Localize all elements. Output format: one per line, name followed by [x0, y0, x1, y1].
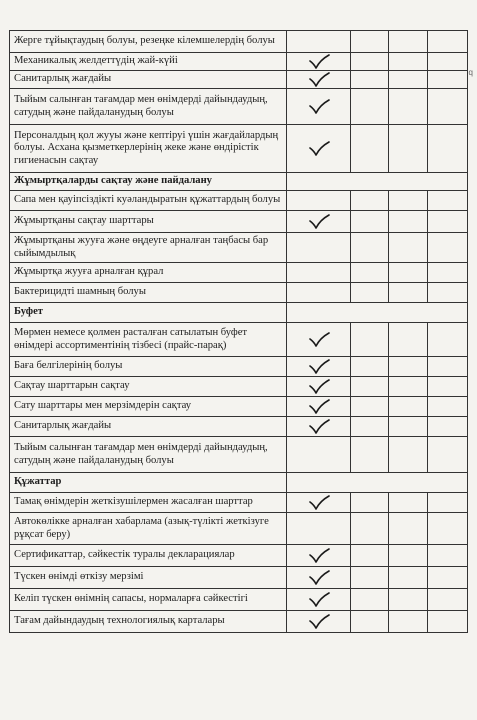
answer-cell: [389, 377, 428, 397]
answer-cell: [389, 611, 428, 633]
answer-cell: [389, 89, 428, 125]
answer-cell: [351, 31, 389, 53]
yes-cell: [287, 417, 351, 437]
yes-cell: [287, 589, 351, 611]
answer-cell: [389, 437, 428, 473]
answer-cell: [389, 493, 428, 513]
answer-cell: [351, 545, 389, 567]
answer-cell: [428, 397, 468, 417]
answer-cell: [351, 71, 389, 89]
checklist-row: [10, 567, 468, 589]
yes-cell: [287, 89, 351, 125]
yes-cell: [287, 233, 351, 263]
checklist-row: [10, 211, 468, 233]
checklist-item-label: Жерге тұйықтаудың болуы, резеңке кілемшелердің болуы: [10, 31, 287, 53]
answer-cell: [351, 417, 389, 437]
answer-cell: [428, 283, 468, 303]
answer-cell: [389, 31, 428, 53]
section-row: [10, 473, 468, 493]
answer-cell: [428, 125, 468, 173]
section-title: Жұмыртқаларды сақтау және пайдалану: [10, 173, 287, 191]
checkmark-icon: [308, 359, 330, 375]
checklist-item-label: Жұмыртқа жууға арналған құрал: [10, 263, 287, 283]
answer-cell: [351, 125, 389, 173]
yes-cell: [287, 31, 351, 53]
checklist-row: [10, 233, 468, 263]
checklist-row: [10, 323, 468, 357]
checkmark-icon: [308, 495, 330, 511]
yes-cell: [287, 377, 351, 397]
yes-cell: [287, 323, 351, 357]
yes-cell: [287, 71, 351, 89]
checklist-row: [10, 263, 468, 283]
answer-cell: [428, 377, 468, 397]
yes-cell: [287, 567, 351, 589]
section-title: Құжаттар: [10, 473, 287, 493]
answer-cell: [351, 589, 389, 611]
answer-cell: [351, 377, 389, 397]
checklist-item-label: Сақтау шарттарын сақтау: [10, 377, 287, 397]
answer-cell: [389, 417, 428, 437]
yes-cell: [287, 611, 351, 633]
answer-cell: [351, 191, 389, 211]
answer-cell: [351, 211, 389, 233]
answer-cell: [351, 323, 389, 357]
section-title: Буфет: [10, 303, 287, 323]
section-blank: [287, 473, 468, 493]
answer-cell: [351, 357, 389, 377]
yes-cell: [287, 283, 351, 303]
answer-cell: [389, 263, 428, 283]
answer-cell: [428, 589, 468, 611]
checklist-item-label: Сертификаттар, сәйкестік туралы декларациялар: [10, 545, 287, 567]
section-row: [10, 303, 468, 323]
checkmark-icon: [308, 614, 330, 630]
answer-cell: [428, 611, 468, 633]
checkmark-icon: [308, 399, 330, 415]
answer-cell: [389, 191, 428, 211]
checkmark-icon: [308, 379, 330, 395]
answer-cell: [428, 437, 468, 473]
answer-cell: [428, 263, 468, 283]
answer-cell: [389, 53, 428, 71]
checklist-row: [10, 283, 468, 303]
checklist-row: [10, 437, 468, 473]
checklist-item-label: Санитарлық жағдайы: [10, 417, 287, 437]
answer-cell: [351, 513, 389, 545]
checklist-row: [10, 53, 468, 71]
yes-cell: [287, 397, 351, 417]
checklist-row: [10, 611, 468, 633]
answer-cell: [428, 323, 468, 357]
checklist-row: [10, 417, 468, 437]
answer-cell: [428, 233, 468, 263]
answer-cell: [389, 71, 428, 89]
checkmark-icon: [308, 419, 330, 435]
answer-cell: [428, 31, 468, 53]
checklist-row: [10, 31, 468, 53]
checkmark-icon: [308, 54, 330, 70]
section-row: [10, 173, 468, 191]
margin-mark: q: [468, 68, 473, 77]
answer-cell: [389, 567, 428, 589]
checklist-row: [10, 191, 468, 211]
answer-cell: [351, 233, 389, 263]
yes-cell: [287, 357, 351, 377]
answer-cell: [351, 611, 389, 633]
checklist-item-label: Тамақ өнімдерін жеткізушілермен жасалған шарттар: [10, 493, 287, 513]
checklist-item-label: Бактерицидті шамның болуы: [10, 283, 287, 303]
checklist-row: [10, 71, 468, 89]
answer-cell: [428, 71, 468, 89]
answer-cell: [428, 53, 468, 71]
answer-cell: [389, 211, 428, 233]
section-blank: [287, 303, 468, 323]
checklist-row: [10, 377, 468, 397]
checkmark-icon: [308, 141, 330, 157]
checklist-item-label: Мөрмен немесе қолмен расталған сатылатын буфет өнімдері ассортиментінің тізбесі (прайс-парақ): [10, 323, 287, 357]
checklist-item-label: Санитарлық жағдайы: [10, 71, 287, 89]
checkmark-icon: [308, 332, 330, 348]
answer-cell: [389, 357, 428, 377]
answer-cell: [389, 397, 428, 417]
checklist-row: [10, 89, 468, 125]
checklist-item-label: Тыйым салынған тағамдар мен өнімдерді дайындаудың, сатудың және пайдаланудың болуы: [10, 89, 287, 125]
answer-cell: [428, 493, 468, 513]
answer-cell: [428, 545, 468, 567]
answer-cell: [389, 589, 428, 611]
answer-cell: [389, 233, 428, 263]
checklist-row: [10, 589, 468, 611]
answer-cell: [351, 53, 389, 71]
checklist-item-label: Тағам дайындаудың технологиялық карталары: [10, 611, 287, 633]
yes-cell: [287, 545, 351, 567]
answer-cell: [428, 89, 468, 125]
yes-cell: [287, 513, 351, 545]
inspection-checklist-table: [9, 30, 468, 633]
checkmark-icon: [308, 214, 330, 230]
checklist-row: [10, 493, 468, 513]
checkmark-icon: [308, 570, 330, 586]
checklist-item-label: Механикалық желдеттүдің жай-күйі: [10, 53, 287, 71]
answer-cell: [428, 211, 468, 233]
checklist-item-label: Персоналдың қол жууы және кептіруі үшін жағдайлардың болуы. Асхана қызметкерлерінің жеке және өндірістік гигиенасын сақтау: [10, 125, 287, 173]
answer-cell: [351, 89, 389, 125]
checklist-item-label: Автокөлікке арналған хабарлама (азық-түлікті жеткізуге рұқсат беру): [10, 513, 287, 545]
checklist-row: [10, 397, 468, 417]
checklist-row: [10, 125, 468, 173]
yes-cell: [287, 263, 351, 283]
checkmark-icon: [308, 72, 330, 88]
yes-cell: [287, 493, 351, 513]
answer-cell: [428, 567, 468, 589]
checklist-item-label: Баға белгілерінің болуы: [10, 357, 287, 377]
answer-cell: [389, 323, 428, 357]
checklist-item-label: Келіп түскен өнімнің сапасы, нормаларға сәйкестігі: [10, 589, 287, 611]
answer-cell: [389, 283, 428, 303]
answer-cell: [351, 437, 389, 473]
checklist-item-label: Тыйым салынған тағамдар мен өнімдерді дайындаудың, сатудың және пайдаланудың болуы: [10, 437, 287, 473]
checklist-item-label: Түскен өнімді өткізу мерзімі: [10, 567, 287, 589]
answer-cell: [428, 357, 468, 377]
answer-cell: [428, 417, 468, 437]
yes-cell: [287, 125, 351, 173]
checklist-row: [10, 357, 468, 377]
answer-cell: [428, 191, 468, 211]
checkmark-icon: [308, 548, 330, 564]
answer-cell: [351, 263, 389, 283]
checklist-item-label: Жұмыртқаны сақтау шарттары: [10, 211, 287, 233]
answer-cell: [389, 513, 428, 545]
answer-cell: [351, 397, 389, 417]
checkmark-icon: [308, 592, 330, 608]
answer-cell: [389, 545, 428, 567]
checkmark-icon: [308, 99, 330, 115]
checklist-item-label: Сату шарттары мен мерзімдерін сақтау: [10, 397, 287, 417]
answer-cell: [351, 493, 389, 513]
checklist-row: [10, 513, 468, 545]
yes-cell: [287, 437, 351, 473]
yes-cell: [287, 53, 351, 71]
answer-cell: [428, 513, 468, 545]
checklist-row: [10, 545, 468, 567]
yes-cell: [287, 211, 351, 233]
yes-cell: [287, 191, 351, 211]
checklist-item-label: Жұмыртқаны жууға және өңдеуге арналған таңбасы бар сыйымдылық: [10, 233, 287, 263]
checklist-item-label: Сапа мен қауіпсіздікті куәландыратын құжаттардың болуы: [10, 191, 287, 211]
answer-cell: [351, 567, 389, 589]
answer-cell: [389, 125, 428, 173]
section-blank: [287, 173, 468, 191]
answer-cell: [351, 283, 389, 303]
